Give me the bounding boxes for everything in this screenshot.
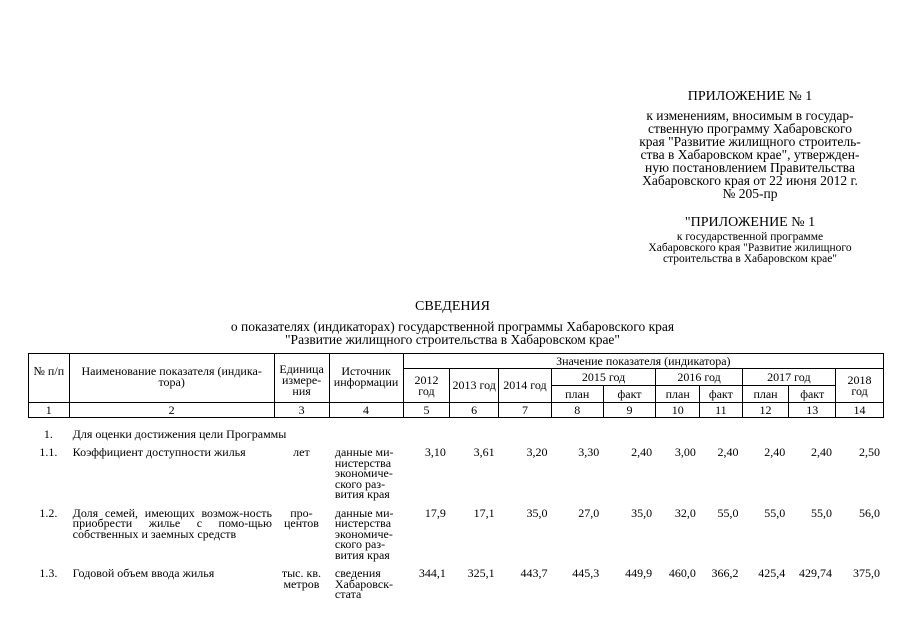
row-no: 1.3.: [39, 566, 58, 580]
appendix-main-line: ственную программу Хабаровского: [647, 121, 853, 136]
column-number: 8: [551, 403, 603, 418]
row-value: 17,9: [424, 505, 446, 520]
row-value: 366,2: [711, 566, 739, 580]
header-2016: 2016 год: [656, 369, 742, 386]
document-subtitle: [0, 320, 905, 346]
appendix-program-line: к государственной программе: [676, 231, 824, 243]
row-value: 56,0: [859, 505, 880, 520]
row-value: 35,0: [631, 505, 653, 520]
column-number: 6: [450, 403, 499, 418]
row-no: 1.2.: [39, 505, 58, 520]
section-row: [28, 429, 884, 443]
row-name: Коэффициент доступности жилья: [72, 445, 246, 459]
row-value: 375,0: [853, 566, 880, 580]
appendix-main: [600, 90, 900, 200]
row-value: 445,3: [572, 566, 600, 580]
header-source: Источник информации: [329, 354, 403, 403]
indicators-table-body: [28, 429, 884, 600]
row-value: 3,61: [473, 445, 495, 459]
column-number: 5: [403, 403, 450, 418]
row-value: 3,00: [674, 445, 696, 459]
appendix-program-title: "ПРИЛОЖЕНИЕ № 1: [684, 215, 816, 230]
row-value: 3,20: [526, 445, 548, 459]
header-name: Наименование показателя (индика-тора): [69, 354, 274, 403]
table-row: [28, 500, 884, 561]
appendix-program: [620, 216, 880, 265]
section-no: 1.: [43, 427, 53, 441]
indicators-table-header: [28, 353, 884, 418]
row-value: 2,40: [811, 445, 833, 459]
row-value: 17,1: [473, 505, 495, 520]
document-title: СВЕДЕНИЯ: [415, 299, 490, 314]
row-value: 2,40: [717, 445, 739, 459]
header-2013: 2013 год: [450, 369, 499, 403]
row-unit: про-центов: [283, 505, 319, 530]
row-source: сведения Хабаровск-стата: [334, 566, 394, 601]
appendix-main-line: Хабаровского края от 22 июня 2012 г.: [642, 173, 858, 188]
appendix-main-line: № 205-пр: [722, 186, 778, 201]
row-value: 344,1: [418, 566, 446, 580]
header-2012: 2012 год: [403, 369, 450, 403]
section-name: Для оценки достижения цели Программы: [72, 427, 287, 441]
header-fact: факт: [789, 386, 836, 403]
row-name: Доля семей, имеющих возмож-ность приобрести жилье с помо-щью собственных и заемных средств: [72, 505, 272, 541]
column-number: 1: [29, 403, 70, 418]
row-value: 425,4: [758, 566, 786, 580]
column-number: 3: [274, 403, 329, 418]
row-value: 55,0: [811, 505, 833, 520]
row-name: Годовой объем ввода жилья: [72, 566, 215, 580]
column-number: 10: [656, 403, 700, 418]
row-value: 27,0: [578, 505, 600, 520]
row-value: 55,0: [764, 505, 786, 520]
appendix-program-line: строительства в Хабаровском крае": [663, 253, 837, 265]
row-value: 3,30: [578, 445, 600, 459]
header-fact: факт: [603, 386, 656, 403]
document-subtitle-line: "Развитие жилищного строительства в Хабаровском крае": [285, 332, 620, 347]
row-value: 2,50: [859, 445, 880, 459]
row-value: 32,0: [674, 505, 696, 520]
header-2017: 2017 год: [742, 369, 835, 386]
row-value: 443,7: [520, 566, 548, 580]
header-no: № п/п: [29, 354, 70, 403]
column-number: 2: [69, 403, 274, 418]
header-unit: Единица измере-ния: [274, 354, 329, 403]
row-value: 2,40: [631, 445, 653, 459]
table-row: [28, 560, 884, 600]
row-value: 449,9: [625, 566, 653, 580]
column-number: 14: [836, 403, 884, 418]
header-2015: 2015 год: [551, 369, 656, 386]
appendix-main-line: ства в Хабаровском крае", утвержден-: [640, 147, 860, 162]
appendix-main-title: ПРИЛОЖЕНИЕ № 1: [687, 89, 813, 104]
column-number: 11: [700, 403, 743, 418]
row-value: 35,0: [526, 505, 548, 520]
row-value: 429,74: [799, 566, 833, 580]
column-number: 13: [789, 403, 836, 418]
appendix-main-line: к изменениям, вносимым в государ-: [646, 108, 854, 123]
row-source: данные ми-нистерства экономиче-ского раз-вития края: [334, 505, 394, 562]
header-value-group: Значение показателя (индикатора): [403, 354, 883, 369]
row-no: 1.1.: [39, 445, 58, 459]
table-row: [28, 443, 884, 500]
header-2018: 2018 год: [836, 369, 884, 403]
column-number: 9: [603, 403, 656, 418]
row-unit: лет: [293, 445, 310, 459]
header-plan: план: [742, 386, 789, 403]
header-plan: план: [551, 386, 603, 403]
row-source: данные ми-нистерства экономиче-ского раз-вития края: [334, 445, 394, 501]
row-value: 3,10: [424, 445, 446, 459]
header-fact: факт: [700, 386, 743, 403]
row-value: 460,0: [668, 566, 696, 580]
appendix-program-line: Хабаровского края "Развитие жилищного: [648, 242, 852, 254]
row-value: 55,0: [717, 505, 739, 520]
header-plan: план: [656, 386, 700, 403]
appendix-main-line: ную постановлением Правительства: [644, 160, 855, 175]
row-value: 2,40: [764, 445, 786, 459]
column-number: 12: [742, 403, 789, 418]
row-unit: тыс. кв. метров: [281, 566, 321, 591]
column-number: 4: [329, 403, 403, 418]
row-value: 325,1: [467, 566, 495, 580]
appendix-main-line: края "Развитие жилищного строитель-: [639, 134, 861, 149]
column-number: 7: [499, 403, 552, 418]
header-2014: 2014 год: [499, 369, 552, 403]
document-subtitle-line: о показателях (индикаторах) государственной программы Хабаровского края: [230, 319, 675, 334]
